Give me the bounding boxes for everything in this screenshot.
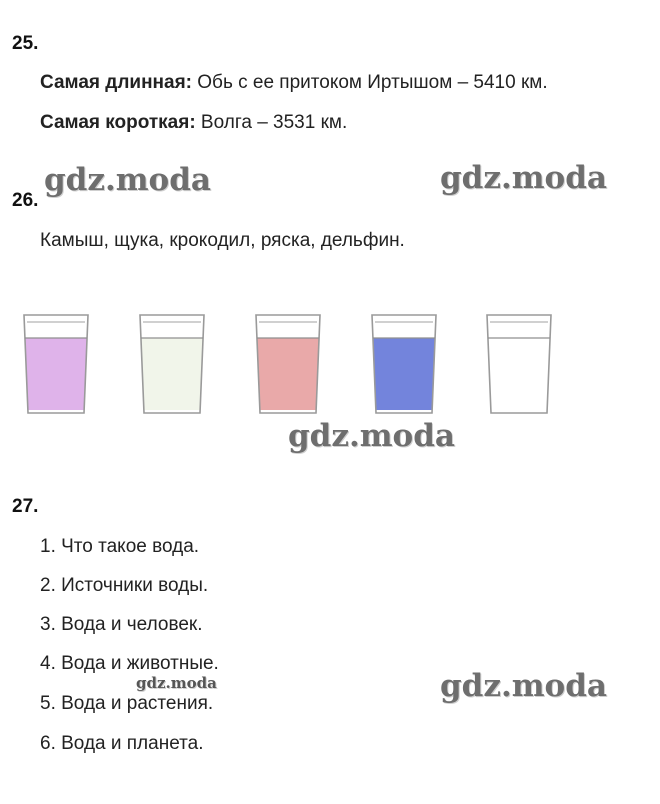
plan-item-6: 6. Вода и планета. xyxy=(40,733,204,754)
task-26-number: 26. xyxy=(12,190,39,211)
water-glasses-drawing xyxy=(0,300,660,430)
glass-4-water xyxy=(373,338,435,410)
longest-text: Обь с ее притоком Иртышом – 5410 км. xyxy=(192,72,548,93)
task-26-text: Камыш, щука, крокодил, ряска, дельфин. xyxy=(40,230,405,251)
shortest-text: Волга – 3531 км. xyxy=(195,112,348,133)
glass-1-water xyxy=(25,338,87,410)
shortest-label: Самая короткая: xyxy=(40,112,196,133)
glass-4 xyxy=(372,315,436,413)
shortest-river-line xyxy=(40,112,347,134)
watermark-right: gdz.moda xyxy=(440,160,607,196)
plan-item-2: 2. Источники воды. xyxy=(40,575,209,596)
glass-1 xyxy=(24,315,88,413)
longest-label: Самая длинная: xyxy=(40,72,192,93)
plan-item-5: 5. Вода и растения. xyxy=(40,693,214,714)
glass-3 xyxy=(256,315,320,413)
task-27-number: 27. xyxy=(12,496,39,517)
watermark-small: gdz.moda xyxy=(136,674,217,692)
plan-item-3: 3. Вода и человек. xyxy=(40,614,203,635)
longest-river-line xyxy=(40,72,548,94)
glass-5 xyxy=(487,315,551,413)
watermark-left: gdz.moda xyxy=(44,162,211,198)
glass-3-water xyxy=(257,338,319,410)
watermark-bottom-right: gdz.moda xyxy=(440,668,607,704)
plan-item-4: 4. Вода и животные. xyxy=(40,653,219,674)
glass-2 xyxy=(140,315,204,413)
glass-5-water xyxy=(488,338,550,410)
watermark-center: gdz.moda xyxy=(288,418,455,454)
plan-item-1: 1. Что такое вода. xyxy=(40,536,200,557)
glass-2-water xyxy=(141,338,203,410)
task-25-number: 25. xyxy=(12,33,39,54)
